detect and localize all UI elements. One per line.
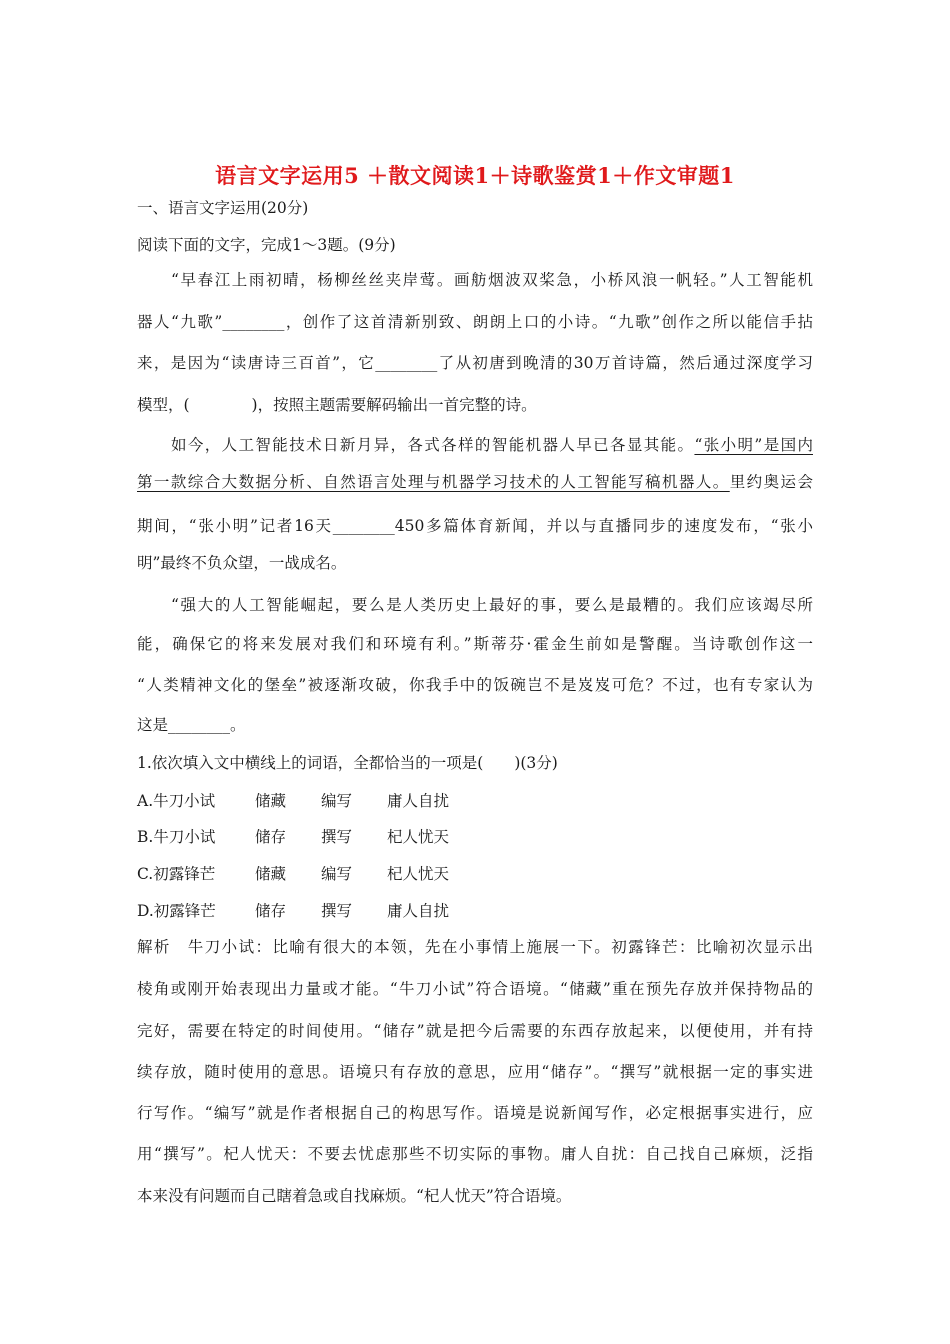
analysis-line-7: 本来没有问题而自己瞎着急或自找麻烦。“杞人忧天”符合语境。: [137, 1187, 572, 1205]
p2-line-4: 明”最终不负众望，一战成名。: [137, 554, 347, 572]
option-b: B.牛刀小试 储存 撰写 杞人忧天: [137, 828, 450, 846]
analysis-line-4: 续存放，随时使用的意思。语境只有存放的意思，应用“储存”。“撰写”就根据一定的事实进: [137, 1063, 813, 1081]
option-c: C.初露锋芒 储藏 编写 杞人忧天: [137, 865, 450, 883]
underlined-sentence-cont: 第一款综合大数据分析、自然语言处理与机器学习技术的人工智能写稿机器人。: [137, 473, 730, 491]
p2-line-1: 如今，人工智能技术日新月异，各式各样的智能机器人早已各显其能。“张小明”是国内: [171, 436, 813, 454]
p3-line-4: 这是________。: [137, 716, 246, 734]
p2-line-3: 期间，“张小明”记者16天________450多篇体育新闻，并以与直播同步的速度发布，“张小: [137, 517, 813, 535]
p1-line-2: 器人“九歌”________，创作了这首清新别致、朗朗上口的小诗。“九歌”创作之所以能信手拈: [137, 313, 813, 331]
p1-line-4: 模型，( )，按照主题需要解码输出一首完整的诗。: [137, 396, 537, 414]
instruction: 阅读下面的文字，完成1～3题。(9分): [137, 236, 396, 254]
analysis-line-3: 完好，需要在特定的时间使用。“储存”就是把今后需要的东西存放起来，以便使用，并有持: [137, 1022, 813, 1040]
p3-line-1: “强大的人工智能崛起，要么是人类历史上最好的事，要么是最糟的。我们应该竭尽所: [171, 596, 813, 614]
analysis-line-2: 棱角或刚开始表现出力量或才能。“牛刀小试”符合语境。“储藏”重在预先存放并保持物品的: [137, 980, 813, 998]
p3-line-3: “人类精神文化的堡垒”被逐渐攻破，你我手中的饭碗岂不是岌岌可危？不过，也有专家认为: [137, 676, 813, 694]
analysis-line-6: 用“撰写”。杞人忧天：不要去忧虑那些不切实际的事物。庸人自扰：自己找自己麻烦，泛指: [137, 1145, 813, 1163]
analysis-line-5: 行写作。“编写”就是作者根据自己的构思写作。语境是说新闻写作，必定根据事实进行，应: [137, 1104, 813, 1122]
underlined-sentence: “张小明”是国内: [694, 436, 813, 454]
p1-line-1: “早春江上雨初晴，杨柳丝丝夹岸莺。画舫烟波双桨急，小桥风浪一帆轻。”人工智能机: [171, 271, 813, 289]
page-title: 语言文字运用5 ＋散文阅读1＋诗歌鉴赏1＋作文审题1: [215, 163, 735, 188]
p2-line-2: 第一款综合大数据分析、自然语言处理与机器学习技术的人工智能写稿机器人。里约奥运会: [137, 473, 813, 491]
section-heading: 一、语言文字运用(20分): [137, 199, 309, 217]
option-a: A.牛刀小试 储藏 编写 庸人自扰: [137, 792, 450, 810]
option-d: D.初露锋芒 储存 撰写 庸人自扰: [137, 902, 450, 920]
analysis-line-1: 解析 牛刀小试：比喻有很大的本领，先在小事情上施展一下。初露锋芒：比喻初次显示出: [137, 938, 813, 956]
question-1: 1.依次填入文中横线上的词语，全都恰当的一项是( )(3分): [137, 754, 558, 772]
p3-line-2: 能，确保它的将来发展对我们和环境有利。”斯蒂芬·霍金生前如是警醒。当诗歌创作这一: [137, 635, 813, 653]
p1-line-3: 来，是因为“读唐诗三百首”，它________了从初唐到晚清的30万首诗篇，然后通过深度学习: [137, 354, 813, 372]
